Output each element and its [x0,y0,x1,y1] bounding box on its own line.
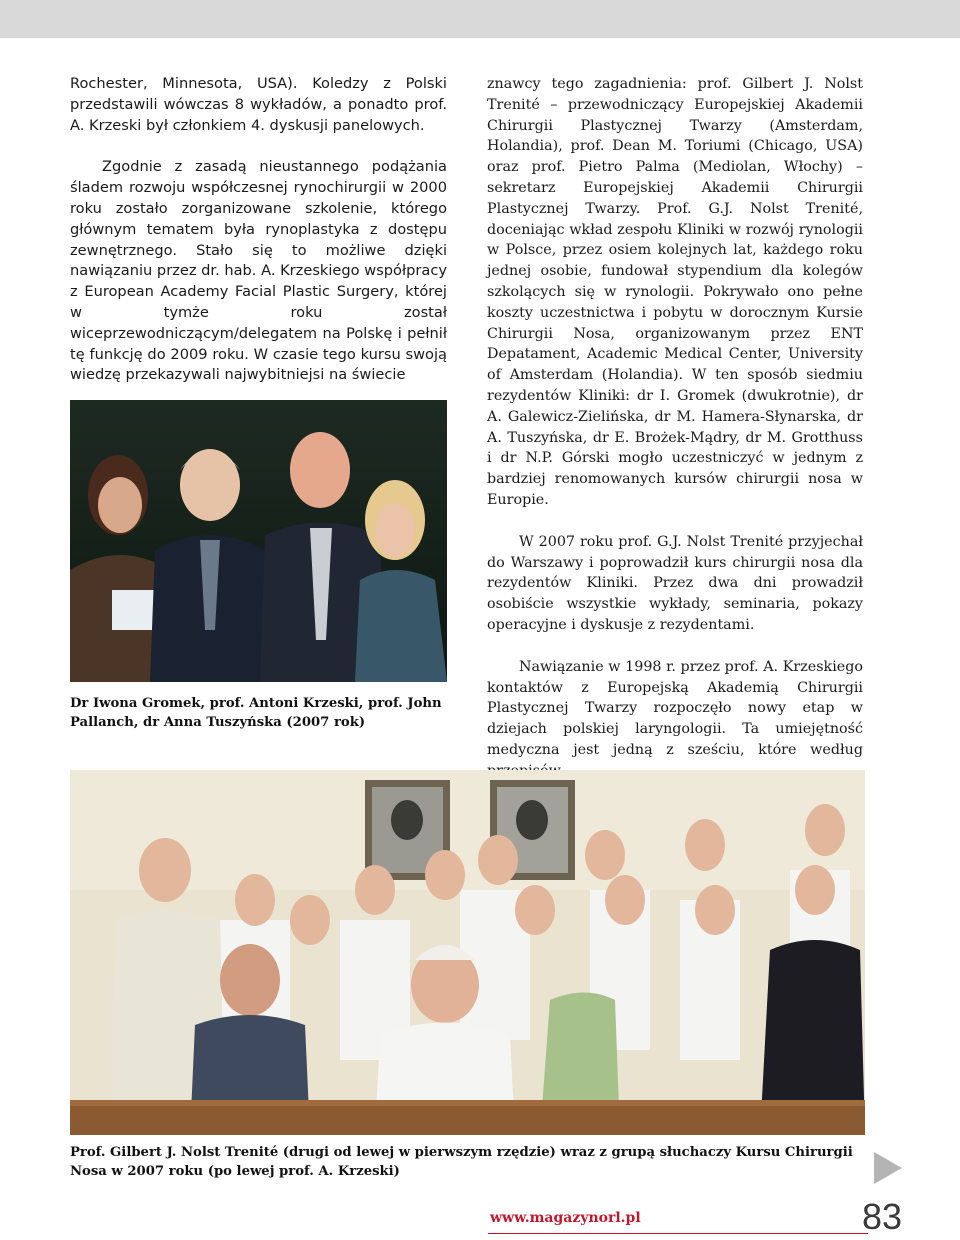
top-header-band [0,0,960,38]
right-text-column [487,74,863,803]
photo2-caption: Prof. Gilbert J. Nolst Trenité (drugi od lewej w pierwszym rzędzie) wraz z grupą słuchaczy Kursu Chirurgii Nosa w 2007 roku (po lewej prof. A. Krzeski) [70,1145,853,1179]
magazine-website-link[interactable]: www.magazynorl.pl [490,1210,641,1226]
right-paragraph-1: znawcy tego zagadnienia: prof. Gilbert J. Nolst Trenité – przewodniczący Europejskiej Akademii Chirurgii Plastycznej Twarzy (Amsterdam, Holandia), prof. Dean M. Toriumi (Chicago, USA) oraz prof. Pietro Palma (Mediolan, Włochy) – sekretarz Europejskiej Akademii Chirurgii Plastycznej Twarzy. Prof. G.J. Nolst Trenité, doceniając wkład zespołu Kliniki w rozwój rynologii w Polsce, przez osiem kolejnych lat, każdego roku jednej osobie, fundował stypendium dla kolegów szkolących się w rynologii. Pokrywało ono pełne koszty uczestnictwa i pobytu w dorocznym Kursie Chirurgii Nosa, organizowanym przez ENT Depatament, Academic Medical Center, University of Amsterdam (Holandia). W ten sposób siedmiu rezydentów Kliniki: dr I. Gromek (dwukrotnie), dr A. Galewicz-Zielińska, dr M. Hamera-Słynarska, dr A. Tuszyńska, dr E. Brożek-Mądry, dr M. Grotthuss i dr N.P. Górski mogło uczestniczyć w jednym z bardziej renomowanych kursów chirurgii nosa w Europie. [487,76,863,508]
group-photo-course-participants [70,770,865,1135]
group-photo-four-people [70,400,447,682]
photo1-caption: Dr Iwona Gromek, prof. Antoni Krzeski, prof. John Pallanch, dr Anna Tuszyńska (2007 rok) [70,696,442,730]
next-page-arrow-icon[interactable] [874,1152,902,1184]
left-paragraph-2: Zgodnie z zasadą nieustannego podążania śladem rozwoju współczesnej rynochirurgii w 2000 roku zostało zorganizowane szkolenie, którego głównym tematem była rynoplastyka z dostępu zewnętrznego. Stało się to możliwe dzięki nawiązaniu przez dr. hab. A. Krzeskiego współpracy z European Academy Facial Plastic Surgery, której w tymże roku został wiceprzewodniczącym/delegatem na Polskę i pełnił tę funkcję do 2009 roku. W czasie tego kursu swoją wiedzę przekazywali najwybitniejsi na świecie [70,158,447,384]
footer-divider [488,1233,868,1234]
right-paragraph-2: W 2007 roku prof. G.J. Nolst Trenité przyjechał do Warszawy i poprowadził kurs chirurgii nosa dla rezydentów Kliniki. Przez dwa dni prowadził osobiście wszystkie wykłady, seminaria, pokazy operacyjne i dyskusje z rezydentami. [487,533,863,633]
right-paragraph-3: Nawiązanie w 1998 r. przez prof. A. Krzeskiego kontaktów z Europejską Akademią Chirurgii Plastycznej Twarzy rozpoczęło nowy etap w dziejach polskiej laryngologii. Ta umiejętność medyczna jest jedną z sześciu, które według [487,658,863,758]
left-text-column [70,74,447,407]
left-paragraph-1: Rochester, Minnesota, USA). Koledzy z Polski przedstawili wówczas 8 wykładów, a ponadto prof. A. Krzeski był członkiem 4. dyskusji panelowych. [70,75,447,134]
page-number: 83 [862,1196,903,1237]
